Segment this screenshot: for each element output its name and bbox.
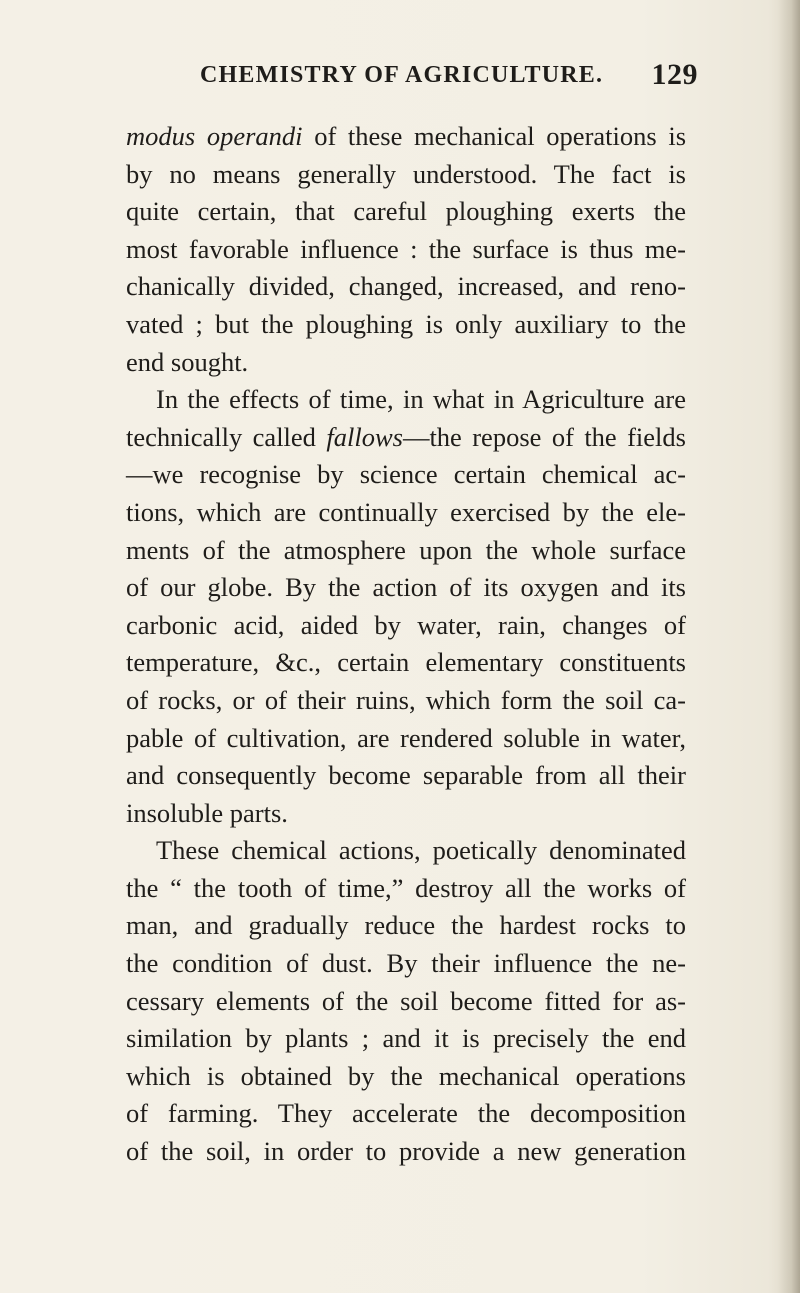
text-span: technically called — [126, 421, 327, 452]
italic-word: fallows — [326, 421, 403, 452]
text-line: similation by plants ; and it is precisely the end — [126, 1023, 686, 1054]
text-line: end sought. — [126, 346, 249, 377]
text-line: of farming. They accelerate the decomposition — [126, 1098, 686, 1129]
text-line: —we recognise by science certain chemical ac- — [126, 459, 686, 490]
paragraph-3 — [126, 832, 686, 1170]
text-line: which is obtained by the mechanical operations — [126, 1060, 686, 1091]
page-header — [200, 58, 698, 102]
text-line: pable of cultivation, are rendered soluble in water, — [126, 722, 686, 753]
text-line: cessary elements of the soil become fitted for as- — [126, 985, 686, 1016]
text-line: ments of the atmosphere upon the whole surface — [126, 534, 686, 565]
text-line: In the effects of time, in what in Agriculture are — [156, 384, 686, 415]
running-title: CHEMISTRY OF AGRICULTURE. — [200, 62, 604, 88]
text-line: of our globe. By the action of its oxygen and its — [126, 572, 686, 603]
text-line: carbonic acid, aided by water, rain, changes of — [126, 609, 686, 640]
page-edge-shadow — [778, 0, 800, 1293]
body-text — [126, 118, 686, 1171]
text-line: insoluble parts. — [126, 797, 288, 828]
text-line: the “ the tooth of time,” destroy all the works of — [126, 872, 686, 903]
text-line: by no means generally understood. The fact is — [126, 158, 686, 189]
text-line: most favorable influence : the surface is thus me- — [126, 233, 686, 264]
text-line: of the soil, in order to provide a new generation — [126, 1136, 686, 1167]
text-span: —the repose of the fields — [402, 421, 686, 452]
text-line: vated ; but the ploughing is only auxiliary to the — [126, 308, 686, 339]
text-line — [126, 118, 686, 156]
text-span: of these mechanical operations is — [302, 121, 687, 151]
text-line: tions, which are continually exercised by the ele- — [126, 496, 686, 527]
text-line: the condition of dust. By their influence the ne- — [126, 948, 686, 979]
text-line: man, and gradually reduce the hardest rocks to — [126, 910, 686, 941]
italic-phrase: modus operandi — [126, 121, 303, 151]
text-line — [126, 419, 686, 457]
paragraph-2 — [126, 381, 686, 832]
page-number: 129 — [651, 58, 698, 91]
text-line: chanically divided, changed, increased, and reno- — [126, 271, 686, 302]
paragraph-1 — [126, 118, 686, 381]
text-line: temperature, &c., certain elementary constituents — [126, 647, 686, 678]
text-line: and consequently become separable from all their — [126, 760, 686, 791]
text-line: of rocks, or of their ruins, which form the soil ca- — [126, 684, 686, 715]
text-line: These chemical actions, poetically denominated — [156, 835, 686, 866]
text-line: quite certain, that careful ploughing exerts the — [126, 196, 686, 227]
